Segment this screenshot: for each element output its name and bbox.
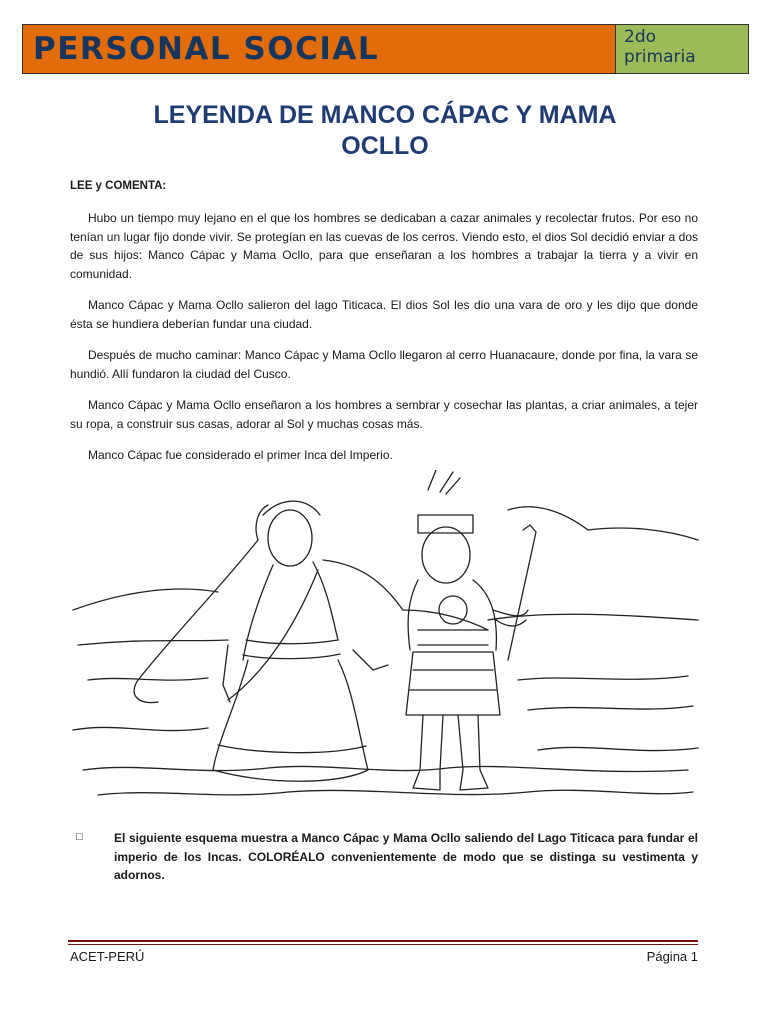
page-title <box>60 100 710 162</box>
subject-title: PERSONAL SOCIAL <box>33 31 380 67</box>
paragraph: Manco Cápac y Mama Ocllo enseñaron a los hombres a sembrar y cosechar las plantas, a criar animales, a tejer su ropa, a construir sus casas, adorar al Sol y muchas cosas más. <box>70 398 698 431</box>
paragraph: Manco Cápac fue considerado el primer Inca del Imperio. <box>88 448 393 462</box>
manco-capac-mama-ocllo-illustration <box>68 470 704 816</box>
grade-line-1: 2do <box>624 27 657 47</box>
reading-instruction: LEE y COMENTA: <box>70 180 167 192</box>
paragraph: Hubo un tiempo muy lejano en el que los hombres se dedicaban a cazar animales y recolectar frutos. Por eso no tenían un lugar fijo donde vivir. Se protegían en las cuevas de los cerros. Viendo esto, el dios Sol decidió enviar a dos de sus hijos: Manco Cápac y Mama Ocllo, para que enseñaran a los hombres a trabajar la tierra y a vivir en comunidad. <box>70 211 698 281</box>
footer-organization: ACET-PERÚ <box>70 949 145 964</box>
document-header <box>22 24 749 74</box>
title-line-1: LEYENDA DE MANCO CÁPAC Y MAMA <box>153 101 617 129</box>
task-instruction: El siguiente esquema muestra a Manco Cápac y Mama Ocllo saliendo del Lago Titicaca para fundar el imperio de los Incas. COLORÉALO convenientemente de modo que se distinga su vestimenta y adornos. <box>114 831 698 882</box>
coloring-task <box>70 829 698 885</box>
title-line-2: OCLLO <box>341 132 429 160</box>
footer-divider <box>68 940 698 945</box>
story-text <box>70 209 698 478</box>
page-number: Página 1 <box>646 949 698 964</box>
paragraph: Manco Cápac y Mama Ocllo salieron del lago Titicaca. El dios Sol les dio una vara de oro y les dijo que donde ésta se hundiera deberían fundar una ciudad. <box>70 298 698 331</box>
subject-banner <box>23 25 616 73</box>
checkbox-bullet-icon: □ <box>76 831 83 843</box>
grade-line-2: primaria <box>624 47 696 67</box>
grade-label <box>616 25 748 73</box>
paragraph: Después de mucho caminar: Manco Cápac y Mama Ocllo llegaron al cerro Huanacaure, donde por fina, la vara se hundió. Allí fundaron la ciudad del Cusco. <box>70 348 698 381</box>
